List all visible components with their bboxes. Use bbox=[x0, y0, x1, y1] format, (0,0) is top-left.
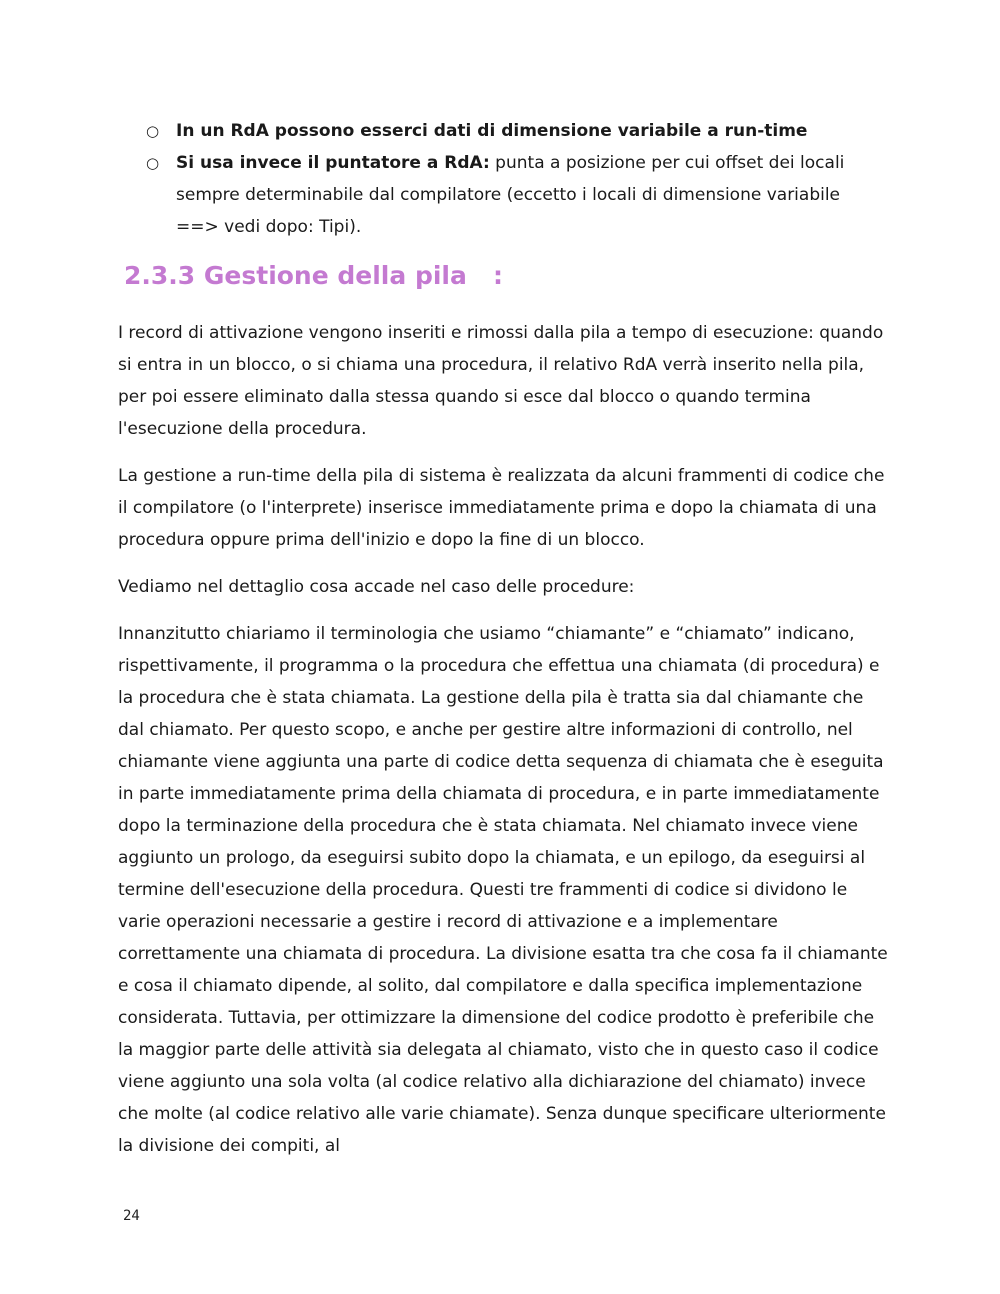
list-item bbox=[146, 115, 886, 147]
bullet-list bbox=[146, 115, 886, 243]
list-item bbox=[146, 147, 886, 243]
paragraph: Vediamo nel dettaglio cosa accade nel caso delle procedure: bbox=[118, 577, 635, 597]
paragraph: La gestione a run-time della pila di sistema è realizzata da alcuni frammenti di codice che il compilatore (o l'interprete) inserisce immediatamente prima e dopo la chiamata di una procedura oppure prima dell'inizio e dopo la fine di un blocco. bbox=[118, 466, 885, 550]
section-heading: 2.3.3 Gestione della pila : bbox=[124, 261, 503, 290]
list-item-bold-text: In un RdA possono esserci dati di dimensione variabile a run-time bbox=[176, 121, 808, 141]
body-text bbox=[118, 317, 888, 1177]
list-item-text: punta a posizione per cui offset dei locali sempre determinabile dal compilatore (eccetto i locali di dimensione variabile ==> vedi dopo: Tipi). bbox=[176, 153, 845, 237]
page-number: 24 bbox=[123, 1208, 140, 1224]
hollow-circle-bullet-icon: ○ bbox=[146, 122, 160, 140]
paragraph: Innanzitutto chiariamo il terminologia che usiamo “chiamante” e “chiamato” indicano, rispettivamente, il programma o la procedura che effettua una chiamata (di procedura) e la procedura che è stata chiamata. La gestione della pila è tratta sia dal chiamante che dal chiamato. Per questo scopo, e anche per gestire altre informazioni di controllo, nel chiamante viene aggiunta una parte di codice detta sequenza di chiamata che è eseguita in parte immediatamente prima della chiamata di procedura, e in parte immediatamente dopo la terminazione della procedura che è stata chiamata. Nel chiamato invece viene aggiunto un prologo, da eseguirsi subito dopo la chiamata, e un epilogo, da eseguirsi al termine dell'esecuzione della procedura. Questi tre frammenti di codice si dividono le varie operazioni necessarie a gestire i record di attivazione e a implementare correttamente una chiamata di procedura. La divisione esatta tra che cosa fa il chiamante e cosa il chiamato dipende, al solito, dal compilatore e dalla specifica implementazione considerata. Tuttavia, per ottimizzare la dimensione del codice prodotto è preferibile che la maggior parte delle attività sia delegata al chiamato, visto che in questo caso il codice viene aggiunto una sola volta (al codice relativo alla dichiarazione del chiamato) invece che molte (al codice relativo alle varie chiamate). Senza dunque specificare ulteriormente la divisione dei compiti, al bbox=[118, 624, 888, 1156]
paragraph: I record di attivazione vengono inseriti e rimossi dalla pila a tempo di esecuzione: quando si entra in un blocco, o si chiama una procedura, il relativo RdA verrà inserito nella pila, per poi essere eliminato dalla stessa quando si esce dal blocco o quando termina l'esecuzione della procedura. bbox=[118, 323, 884, 439]
hollow-circle-bullet-icon: ○ bbox=[146, 154, 160, 172]
list-item-bold-text: Si usa invece il puntatore a RdA: bbox=[176, 153, 490, 173]
